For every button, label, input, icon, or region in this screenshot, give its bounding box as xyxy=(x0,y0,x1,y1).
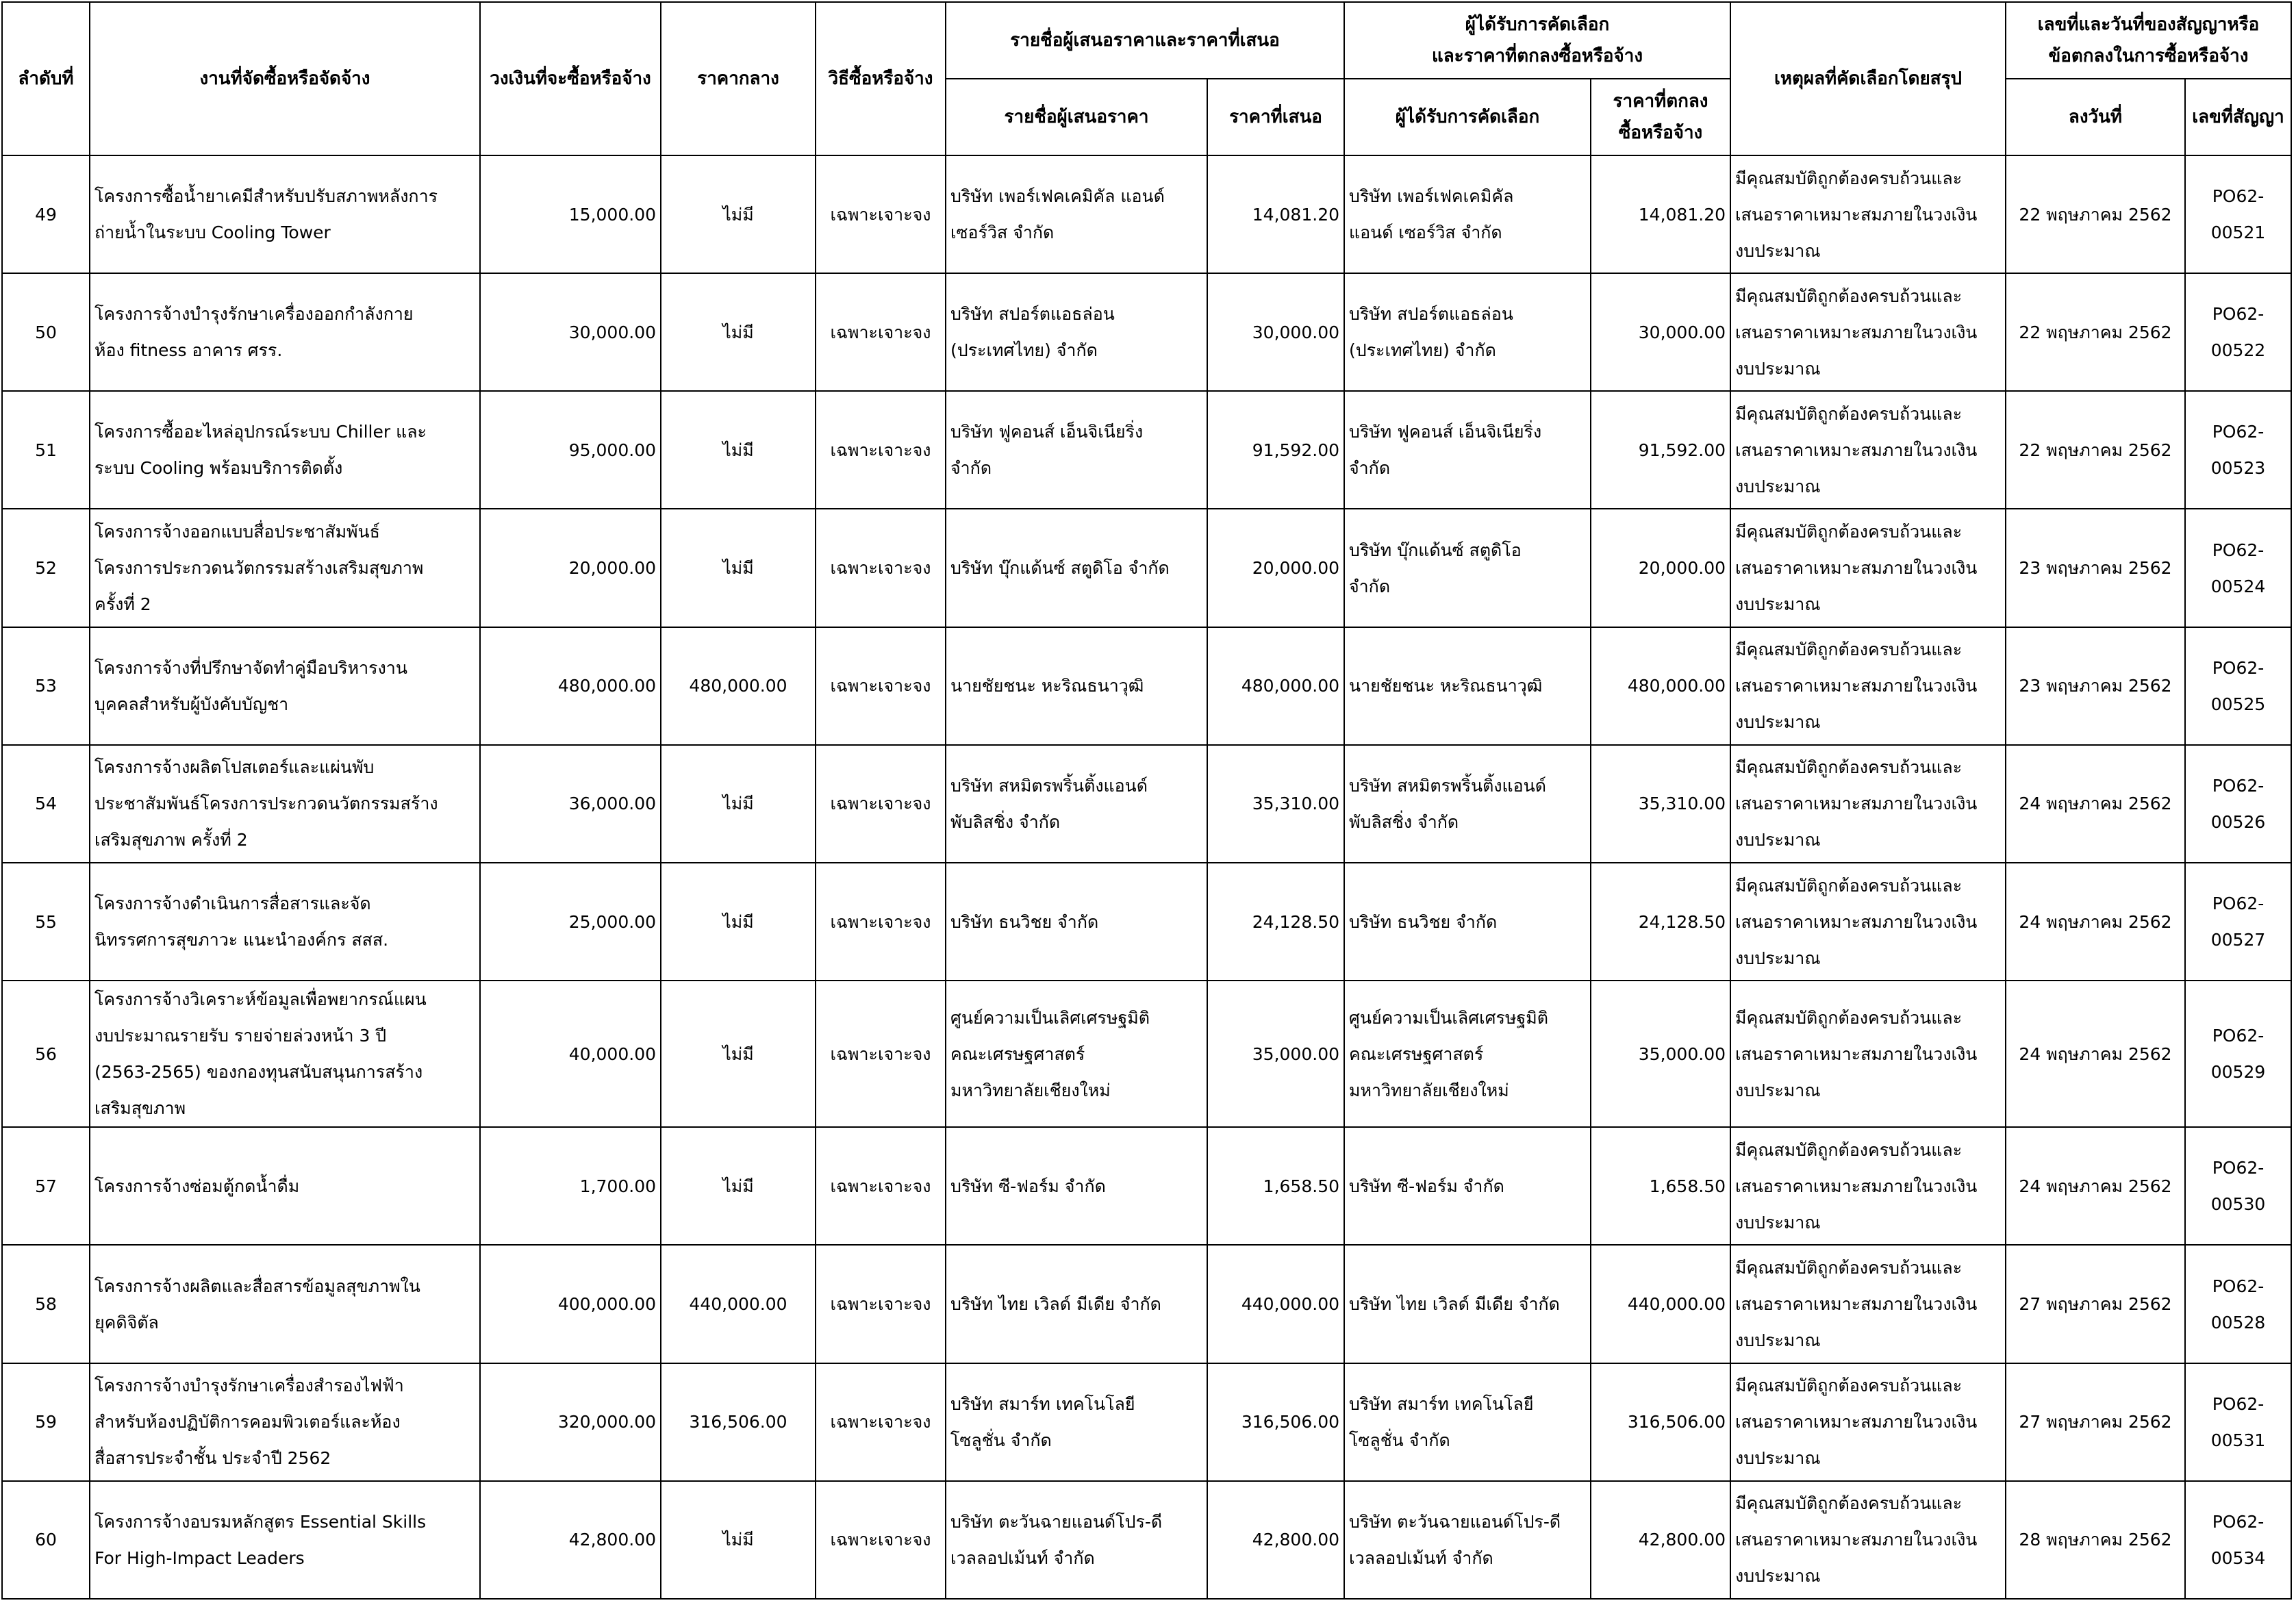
header-selected-group-line-1: ผู้ได้รับการคัดเลือก xyxy=(1465,14,1610,35)
table-row xyxy=(2,509,2291,627)
reason-cell xyxy=(1730,155,2006,273)
reason-cell-line: มีคุณสมบัติถูกต้องครบถ้วนและ xyxy=(1735,168,1963,188)
bidder-cell-line: บริษัท สหมิตรพริ้นติ้งแอนด์ xyxy=(950,775,1148,796)
median-price-cell: ไม่มี xyxy=(661,391,816,509)
reason-cell-line: เสนอราคาเหมาะสมภายในวงเงิน xyxy=(1735,1412,1978,1432)
bid-price-cell: 91,592.00 xyxy=(1207,391,1344,509)
contract-date-cell: 24 พฤษภาคม 2562 xyxy=(2006,981,2185,1127)
reason-cell xyxy=(1730,1363,2006,1481)
bidder-cell xyxy=(946,1481,1207,1599)
reason-cell-line: งบประมาณ xyxy=(1735,1448,1821,1469)
table-row xyxy=(2,391,2291,509)
contract-no-cell: PO62-00530 xyxy=(2185,1127,2291,1245)
reason-cell-line: งบประมาณ xyxy=(1735,712,1821,733)
selected-cell xyxy=(1344,745,1591,863)
table-header xyxy=(2,2,2291,155)
reason-cell xyxy=(1730,627,2006,745)
selected-cell xyxy=(1344,391,1591,509)
reason-cell-line: เสนอราคาเหมาะสมภายในวงเงิน xyxy=(1735,1044,1978,1064)
median-price-cell: 480,000.00 xyxy=(661,627,816,745)
method-cell: เฉพาะเจาะจง xyxy=(816,273,946,391)
header-agreed-price xyxy=(1591,79,1730,155)
method-cell: เฉพาะเจาะจง xyxy=(816,509,946,627)
selected-cell-line: จำกัด xyxy=(1349,458,1391,479)
reason-cell-line: งบประมาณ xyxy=(1735,830,1821,850)
reason-cell-line: งบประมาณ xyxy=(1735,240,1821,261)
reason-cell xyxy=(1730,745,2006,863)
task-cell-line: โครงการจ้างบำรุงรักษาเครื่องสำรองไฟฟ้า xyxy=(94,1376,404,1396)
selected-cell-line: บริษัท ซี-ฟอร์ม จำกัด xyxy=(1349,1176,1504,1196)
reason-cell-line: มีคุณสมบัติถูกต้องครบถ้วนและ xyxy=(1735,1007,1963,1028)
contract-no-cell: PO62-00526 xyxy=(2185,745,2291,863)
bidder-cell-line: มหาวิทยาลัยเชียงใหม่ xyxy=(950,1080,1111,1100)
reason-cell-line: งบประมาณ xyxy=(1735,594,1821,615)
median-price-cell: ไม่มี xyxy=(661,745,816,863)
agreed-price-cell: 91,592.00 xyxy=(1591,391,1730,509)
procurement-table xyxy=(1,1,2292,1600)
reason-cell-line: มีคุณสมบัติถูกต้องครบถ้วนและ xyxy=(1735,1493,1963,1514)
reason-cell xyxy=(1730,509,2006,627)
seq-cell: 55 xyxy=(2,863,90,981)
median-price-cell: ไม่มี xyxy=(661,863,816,981)
median-price-cell: 316,506.00 xyxy=(661,1363,816,1481)
seq-cell: 57 xyxy=(2,1127,90,1245)
reason-cell-line: เสนอราคาเหมาะสมภายในวงเงิน xyxy=(1735,1530,1978,1550)
reason-cell xyxy=(1730,1245,2006,1363)
table-row xyxy=(2,627,2291,745)
selected-cell-line: ศูนย์ความเป็นเลิศเศรษฐมิติ xyxy=(1349,1007,1548,1028)
agreed-price-cell: 35,310.00 xyxy=(1591,745,1730,863)
reason-cell-line: เสนอราคาเหมาะสมภายในวงเงิน xyxy=(1735,1294,1978,1315)
budget-cell: 40,000.00 xyxy=(480,981,661,1127)
bidder-cell-line: นายชัยชนะ หะริณธนาวุฒิ xyxy=(950,676,1144,696)
table-row xyxy=(2,745,2291,863)
header-contract-date: ลงวันที่ xyxy=(2006,79,2185,155)
table-row xyxy=(2,1481,2291,1599)
budget-cell: 400,000.00 xyxy=(480,1245,661,1363)
task-cell-line: เสริมสุขภาพ xyxy=(94,1098,186,1119)
selected-cell-line: แอนด์ เซอร์วิส จำกัด xyxy=(1349,223,1502,243)
task-cell xyxy=(90,981,480,1127)
reason-cell xyxy=(1730,1481,2006,1599)
reason-cell-line: งบประมาณ xyxy=(1735,1330,1821,1351)
reason-cell-line: เสนอราคาเหมาะสมภายในวงเงิน xyxy=(1735,440,1978,460)
selected-cell-line: จำกัด xyxy=(1349,576,1391,596)
task-cell-line: โครงการจ้างที่ปรึกษาจัดทำคู่มือบริหารงาน xyxy=(94,657,407,678)
header-selected-group-line-2: และราคาที่ตกลงซื้อหรือจ้าง xyxy=(1431,46,1643,66)
method-cell: เฉพาะเจาะจง xyxy=(816,155,946,273)
task-cell-line: ยุคดิจิตัล xyxy=(94,1312,159,1332)
selected-cell xyxy=(1344,627,1591,745)
task-cell xyxy=(90,155,480,273)
contract-no-cell: PO62-00528 xyxy=(2185,1245,2291,1363)
agreed-price-cell: 14,081.20 xyxy=(1591,155,1730,273)
agreed-price-cell: 24,128.50 xyxy=(1591,863,1730,981)
selected-cell-line: บริษัท สปอร์ตแอธล่อน xyxy=(1349,304,1513,325)
header-contract-group-line-2: ข้อตกลงในการซื้อหรือจ้าง xyxy=(2048,46,2249,66)
selected-cell-line: มหาวิทยาลัยเชียงใหม่ xyxy=(1349,1080,1509,1100)
median-price-cell: ไม่มี xyxy=(661,1481,816,1599)
reason-cell xyxy=(1730,981,2006,1127)
contract-date-cell: 27 พฤษภาคม 2562 xyxy=(2006,1363,2185,1481)
selected-cell-line: บริษัท บุ๊กแด้นซ์ สตูดิโอ xyxy=(1349,540,1522,560)
bidder-cell-line: (ประเทศไทย) จำกัด xyxy=(950,340,1098,361)
reason-cell-line: เสนอราคาเหมาะสมภายในวงเงิน xyxy=(1735,204,1978,225)
agreed-price-cell: 1,658.50 xyxy=(1591,1127,1730,1245)
method-cell: เฉพาะเจาะจง xyxy=(816,627,946,745)
reason-cell-line: มีคุณสมบัติถูกต้องครบถ้วนและ xyxy=(1735,640,1963,660)
reason-cell-line: งบประมาณ xyxy=(1735,358,1821,379)
selected-cell xyxy=(1344,1127,1591,1245)
bidder-cell xyxy=(946,273,1207,391)
budget-cell: 20,000.00 xyxy=(480,509,661,627)
contract-no-cell: PO62-00521 xyxy=(2185,155,2291,273)
task-cell xyxy=(90,1481,480,1599)
median-price-cell: ไม่มี xyxy=(661,981,816,1127)
table-row xyxy=(2,981,2291,1127)
agreed-price-cell: 35,000.00 xyxy=(1591,981,1730,1127)
task-cell-line: (2563-2565) ของกองทุนสนับสนุนการสร้าง xyxy=(94,1062,423,1083)
contract-no-cell: PO62-00523 xyxy=(2185,391,2291,509)
method-cell: เฉพาะเจาะจง xyxy=(816,863,946,981)
header-task: งานที่จัดซื้อหรือจัดจ้าง xyxy=(90,2,480,155)
reason-cell-line: เสนอราคาเหมาะสมภายในวงเงิน xyxy=(1735,322,1978,342)
reason-cell-line: เสนอราคาเหมาะสมภายในวงเงิน xyxy=(1735,911,1978,932)
bidder-cell xyxy=(946,981,1207,1127)
agreed-price-cell: 42,800.00 xyxy=(1591,1481,1730,1599)
header-seq: ลำดับที่ xyxy=(2,2,90,155)
header-reason: เหตุผลที่คัดเลือกโดยสรุป xyxy=(1730,2,2006,155)
selected-cell xyxy=(1344,1363,1591,1481)
table-row xyxy=(2,273,2291,391)
agreed-price-cell: 480,000.00 xyxy=(1591,627,1730,745)
agreed-price-cell: 440,000.00 xyxy=(1591,1245,1730,1363)
contract-date-cell: 24 พฤษภาคม 2562 xyxy=(2006,1127,2185,1245)
header-median-price: ราคากลาง xyxy=(661,2,816,155)
budget-cell: 480,000.00 xyxy=(480,627,661,745)
budget-cell: 95,000.00 xyxy=(480,391,661,509)
median-price-cell: ไม่มี xyxy=(661,273,816,391)
reason-cell-line: มีคุณสมบัติถูกต้องครบถ้วนและ xyxy=(1735,1376,1963,1396)
bidder-cell-line: คณะเศรษฐศาสตร์ xyxy=(950,1044,1085,1064)
bidder-cell xyxy=(946,863,1207,981)
task-cell-line: โครงการซื้ออะไหล่อุปกรณ์ระบบ Chiller และ xyxy=(94,422,427,442)
header-agreed-price-line-1: ราคาที่ตกลง xyxy=(1613,91,1708,112)
reason-cell-line: มีคุณสมบัติถูกต้องครบถ้วนและ xyxy=(1735,1258,1963,1278)
reason-cell-line: เสนอราคาเหมาะสมภายในวงเงิน xyxy=(1735,1176,1978,1196)
header-contract-group-line-1: เลขที่และวันที่ของสัญญาหรือ xyxy=(2037,14,2260,35)
bidder-cell xyxy=(946,745,1207,863)
contract-date-cell: 24 พฤษภาคม 2562 xyxy=(2006,863,2185,981)
agreed-price-cell: 20,000.00 xyxy=(1591,509,1730,627)
reason-cell-line: งบประมาณ xyxy=(1735,1080,1821,1100)
reason-cell-line: เสนอราคาเหมาะสมภายในวงเงิน xyxy=(1735,558,1978,579)
median-price-cell: ไม่มี xyxy=(661,509,816,627)
bid-price-cell: 316,506.00 xyxy=(1207,1363,1344,1481)
task-cell-line: เสริมสุขภาพ ครั้งที่ 2 xyxy=(94,830,248,850)
bid-price-cell: 480,000.00 xyxy=(1207,627,1344,745)
bidder-cell xyxy=(946,391,1207,509)
reason-cell xyxy=(1730,1127,2006,1245)
method-cell: เฉพาะเจาะจง xyxy=(816,981,946,1127)
header-selected-group xyxy=(1344,2,1730,79)
selected-cell-line: เวลลอปเม้นท์ จำกัด xyxy=(1349,1547,1493,1568)
contract-date-cell: 22 พฤษภาคม 2562 xyxy=(2006,155,2185,273)
bidder-cell-line: เซอร์วิส จำกัด xyxy=(950,223,1055,243)
contract-date-cell: 27 พฤษภาคม 2562 xyxy=(2006,1245,2185,1363)
seq-cell: 49 xyxy=(2,155,90,273)
reason-cell-line: มีคุณสมบัติถูกต้องครบถ้วนและ xyxy=(1735,757,1963,778)
seq-cell: 53 xyxy=(2,627,90,745)
reason-cell-line: งบประมาณ xyxy=(1735,1212,1821,1233)
header-bidder-name: รายชื่อผู้เสนอราคา xyxy=(946,79,1207,155)
reason-cell-line: มีคุณสมบัติถูกต้องครบถ้วนและ xyxy=(1735,875,1963,896)
header-row-1 xyxy=(2,2,2291,79)
bid-price-cell: 30,000.00 xyxy=(1207,273,1344,391)
contract-no-cell: PO62-00525 xyxy=(2185,627,2291,745)
task-cell-line: โครงการจ้างซ่อมตู้กดน้ำดื่ม xyxy=(94,1176,300,1196)
seq-cell: 60 xyxy=(2,1481,90,1599)
selected-cell xyxy=(1344,273,1591,391)
task-cell-line: โครงการจ้างบำรุงรักษาเครื่องออกกำลังกาย xyxy=(94,304,414,325)
task-cell-line: โครงการจ้างวิเคราะห์ข้อมูลเพื่อพยากรณ์แผน xyxy=(94,989,427,1010)
seq-cell: 54 xyxy=(2,745,90,863)
bidder-cell-line: บริษัท บุ๊กแด้นซ์ สตูดิโอ จำกัด xyxy=(950,558,1170,579)
selected-cell-line: บริษัท สหมิตรพริ้นติ้งแอนด์ xyxy=(1349,775,1546,796)
method-cell: เฉพาะเจาะจง xyxy=(816,1481,946,1599)
contract-date-cell: 28 พฤษภาคม 2562 xyxy=(2006,1481,2185,1599)
table-body xyxy=(2,155,2291,1599)
bidder-cell-line: บริษัท สปอร์ตแอธล่อน xyxy=(950,304,1115,325)
median-price-cell: ไม่มี xyxy=(661,1127,816,1245)
task-cell-line: For High-Impact Leaders xyxy=(94,1547,305,1568)
contract-date-cell: 23 พฤษภาคม 2562 xyxy=(2006,627,2185,745)
selected-cell-line: โซลูชั่น จำกัด xyxy=(1349,1430,1450,1450)
contract-date-cell: 23 พฤษภาคม 2562 xyxy=(2006,509,2185,627)
seq-cell: 52 xyxy=(2,509,90,627)
selected-cell-line: พับลิสชิ่ง จำกัด xyxy=(1349,811,1459,832)
bid-price-cell: 35,000.00 xyxy=(1207,981,1344,1127)
reason-cell-line: มีคุณสมบัติถูกต้องครบถ้วนและ xyxy=(1735,286,1963,306)
budget-cell: 25,000.00 xyxy=(480,863,661,981)
bid-price-cell: 24,128.50 xyxy=(1207,863,1344,981)
reason-cell-line: เสนอราคาเหมาะสมภายในวงเงิน xyxy=(1735,676,1978,696)
task-cell-line: โครงการประกวดนวัตกรรมสร้างเสริมสุขภาพ xyxy=(94,558,424,579)
task-cell xyxy=(90,863,480,981)
bidder-cell xyxy=(946,627,1207,745)
bidder-cell-line: บริษัท ซี-ฟอร์ม จำกัด xyxy=(950,1176,1106,1196)
header-contract-no: เลขที่สัญญา xyxy=(2185,79,2291,155)
bid-price-cell: 35,310.00 xyxy=(1207,745,1344,863)
selected-cell-line: นายชัยชนะ หะริณธนาวุฒิ xyxy=(1349,676,1543,696)
bid-price-cell: 440,000.00 xyxy=(1207,1245,1344,1363)
task-cell-line: ระบบ Cooling พร้อมบริการติดตั้ง xyxy=(94,458,343,479)
bidder-cell-line: จำกัด xyxy=(950,458,992,479)
selected-cell-line: บริษัท สมาร์ท เทคโนโลยี xyxy=(1349,1393,1534,1414)
bidder-cell-line: พับลิสชิ่ง จำกัด xyxy=(950,811,1061,832)
bidder-cell-line: เวลลอปเม้นท์ จำกัด xyxy=(950,1547,1095,1568)
table-row xyxy=(2,1127,2291,1245)
table-row xyxy=(2,863,2291,981)
header-bid-price: ราคาที่เสนอ xyxy=(1207,79,1344,155)
bidder-cell xyxy=(946,1245,1207,1363)
task-cell-line: บุคคลสำหรับผู้บังคับบัญชา xyxy=(94,694,289,714)
task-cell-line: ประชาสัมพันธ์โครงการประกวดนวัตกรรมสร้าง xyxy=(94,794,438,814)
bidder-cell-line: บริษัท ตะวันฉายแอนด์โปร-ดี xyxy=(950,1511,1163,1532)
median-price-cell: ไม่มี xyxy=(661,155,816,273)
task-cell xyxy=(90,509,480,627)
contract-no-cell: PO62-00524 xyxy=(2185,509,2291,627)
task-cell-line: โครงการจ้างผลิตและสื่อสารข้อมูลสุขภาพใน xyxy=(94,1276,420,1296)
seq-cell: 59 xyxy=(2,1363,90,1481)
method-cell: เฉพาะเจาะจง xyxy=(816,1245,946,1363)
task-cell xyxy=(90,1245,480,1363)
contract-no-cell: PO62-00529 xyxy=(2185,981,2291,1127)
budget-cell: 36,000.00 xyxy=(480,745,661,863)
seq-cell: 58 xyxy=(2,1245,90,1363)
bidder-cell-line: บริษัท ธนวิชย จำกัด xyxy=(950,911,1099,932)
contract-date-cell: 22 พฤษภาคม 2562 xyxy=(2006,273,2185,391)
budget-cell: 320,000.00 xyxy=(480,1363,661,1481)
seq-cell: 56 xyxy=(2,981,90,1127)
reason-cell xyxy=(1730,273,2006,391)
header-bidders-group: รายชื่อผู้เสนอราคาและราคาที่เสนอ xyxy=(946,2,1344,79)
reason-cell-line: มีคุณสมบัติถูกต้องครบถ้วนและ xyxy=(1735,522,1963,542)
bidder-cell xyxy=(946,155,1207,273)
bid-price-cell: 14,081.20 xyxy=(1207,155,1344,273)
selected-cell-line: บริษัท ธนวิชย จำกัด xyxy=(1349,911,1498,932)
task-cell-line: โครงการจ้างผลิตโปสเตอร์และแผ่นพับ xyxy=(94,757,375,778)
contract-no-cell: PO62-00531 xyxy=(2185,1363,2291,1481)
task-cell-line: งบประมาณรายรับ รายจ่ายล่วงหน้า 3 ปี xyxy=(94,1026,387,1046)
contract-no-cell: PO62-00527 xyxy=(2185,863,2291,981)
median-price-cell: 440,000.00 xyxy=(661,1245,816,1363)
task-cell-line: ถ่ายน้ำในระบบ Cooling Tower xyxy=(94,223,331,243)
task-cell-line: ห้อง fitness อาคาร ศรร. xyxy=(94,340,283,361)
bidder-cell-line: บริษัท ฟูคอนส์ เอ็นจิเนียริ่ง xyxy=(950,422,1144,442)
bid-price-cell: 20,000.00 xyxy=(1207,509,1344,627)
bidder-cell-line: บริษัท สมาร์ท เทคโนโลยี xyxy=(950,1393,1135,1414)
table-row xyxy=(2,1245,2291,1363)
reason-cell-line: งบประมาณ xyxy=(1735,476,1821,496)
header-agreed-price-line-2: ซื้อหรือจ้าง xyxy=(1618,123,1703,143)
reason-cell-line: มีคุณสมบัติถูกต้องครบถ้วนและ xyxy=(1735,1139,1963,1160)
task-cell xyxy=(90,1363,480,1481)
selected-cell-line: บริษัท ตะวันฉายแอนด์โปร-ดี xyxy=(1349,1511,1561,1532)
method-cell: เฉพาะเจาะจง xyxy=(816,1127,946,1245)
reason-cell xyxy=(1730,863,2006,981)
contract-date-cell: 24 พฤษภาคม 2562 xyxy=(2006,745,2185,863)
selected-cell xyxy=(1344,509,1591,627)
selected-cell-line: คณะเศรษฐศาสตร์ xyxy=(1349,1044,1484,1064)
reason-cell-line: งบประมาณ xyxy=(1735,948,1821,968)
task-cell-line: สำหรับห้องปฏิบัติการคอมพิวเตอร์และห้อง xyxy=(94,1412,401,1432)
task-cell-line: โครงการจ้างออกแบบสื่อประชาสัมพันธ์ xyxy=(94,522,380,542)
bidder-cell-line: บริษัท ไทย เวิลด์ มีเดีย จำกัด xyxy=(950,1294,1161,1315)
budget-cell: 30,000.00 xyxy=(480,273,661,391)
bidder-cell-line: บริษัท เพอร์เฟคเคมิคัล แอนด์ xyxy=(950,186,1165,207)
seq-cell: 51 xyxy=(2,391,90,509)
table-row xyxy=(2,1363,2291,1481)
method-cell: เฉพาะเจาะจง xyxy=(816,745,946,863)
task-cell-line: โครงการจ้างอบรมหลักสูตร Essential Skills xyxy=(94,1511,427,1532)
bidder-cell-line: โซลูชั่น จำกัด xyxy=(950,1430,1052,1450)
selected-cell-line: บริษัท ฟูคอนส์ เอ็นจิเนียริ่ง xyxy=(1349,422,1542,442)
task-cell-line: โครงการจ้างดำเนินการสื่อสารและจัด xyxy=(94,894,371,914)
reason-cell xyxy=(1730,391,2006,509)
selected-cell-line: บริษัท ไทย เวิลด์ มีเดีย จำกัด xyxy=(1349,1294,1560,1315)
bidder-cell xyxy=(946,1127,1207,1245)
selected-cell-line: (ประเทศไทย) จำกัด xyxy=(1349,340,1496,361)
task-cell xyxy=(90,627,480,745)
header-selected-name: ผู้ได้รับการคัดเลือก xyxy=(1344,79,1591,155)
task-cell xyxy=(90,391,480,509)
task-cell-line: ครั้งที่ 2 xyxy=(94,594,151,615)
task-cell-line: โครงการซื้อน้ำยาเคมีสำหรับปรับสภาพหลังการ xyxy=(94,186,438,207)
reason-cell-line: งบประมาณ xyxy=(1735,1566,1821,1587)
selected-cell xyxy=(1344,981,1591,1127)
selected-cell xyxy=(1344,863,1591,981)
seq-cell: 50 xyxy=(2,273,90,391)
task-cell xyxy=(90,745,480,863)
contract-no-cell: PO62-00522 xyxy=(2185,273,2291,391)
method-cell: เฉพาะเจาะจง xyxy=(816,1363,946,1481)
reason-cell-line: เสนอราคาเหมาะสมภายในวงเงิน xyxy=(1735,794,1978,814)
bidder-cell xyxy=(946,1363,1207,1481)
bidder-cell xyxy=(946,509,1207,627)
selected-cell xyxy=(1344,155,1591,273)
header-contract-group xyxy=(2006,2,2291,79)
task-cell xyxy=(90,273,480,391)
method-cell: เฉพาะเจาะจง xyxy=(816,391,946,509)
budget-cell: 15,000.00 xyxy=(480,155,661,273)
contract-date-cell: 22 พฤษภาคม 2562 xyxy=(2006,391,2185,509)
selected-cell xyxy=(1344,1481,1591,1599)
table-row xyxy=(2,155,2291,273)
selected-cell xyxy=(1344,1245,1591,1363)
header-budget: วงเงินที่จะซื้อหรือจ้าง xyxy=(480,2,661,155)
contract-no-cell: PO62-00534 xyxy=(2185,1481,2291,1599)
task-cell xyxy=(90,1127,480,1245)
header-method: วิธีซื้อหรือจ้าง xyxy=(816,2,946,155)
reason-cell-line: มีคุณสมบัติถูกต้องครบถ้วนและ xyxy=(1735,403,1963,424)
bidder-cell-line: ศูนย์ความเป็นเลิศเศรษฐมิติ xyxy=(950,1007,1150,1028)
budget-cell: 1,700.00 xyxy=(480,1127,661,1245)
task-cell-line: นิทรรศการสุขภาวะ แนะนำองค์กร สสส. xyxy=(94,930,389,950)
budget-cell: 42,800.00 xyxy=(480,1481,661,1599)
agreed-price-cell: 30,000.00 xyxy=(1591,273,1730,391)
bid-price-cell: 1,658.50 xyxy=(1207,1127,1344,1245)
agreed-price-cell: 316,506.00 xyxy=(1591,1363,1730,1481)
selected-cell-line: บริษัท เพอร์เฟคเคมิคัล xyxy=(1349,186,1514,207)
bid-price-cell: 42,800.00 xyxy=(1207,1481,1344,1599)
task-cell-line: สื่อสารประจำชั้น ประจำปี 2562 xyxy=(94,1448,331,1469)
